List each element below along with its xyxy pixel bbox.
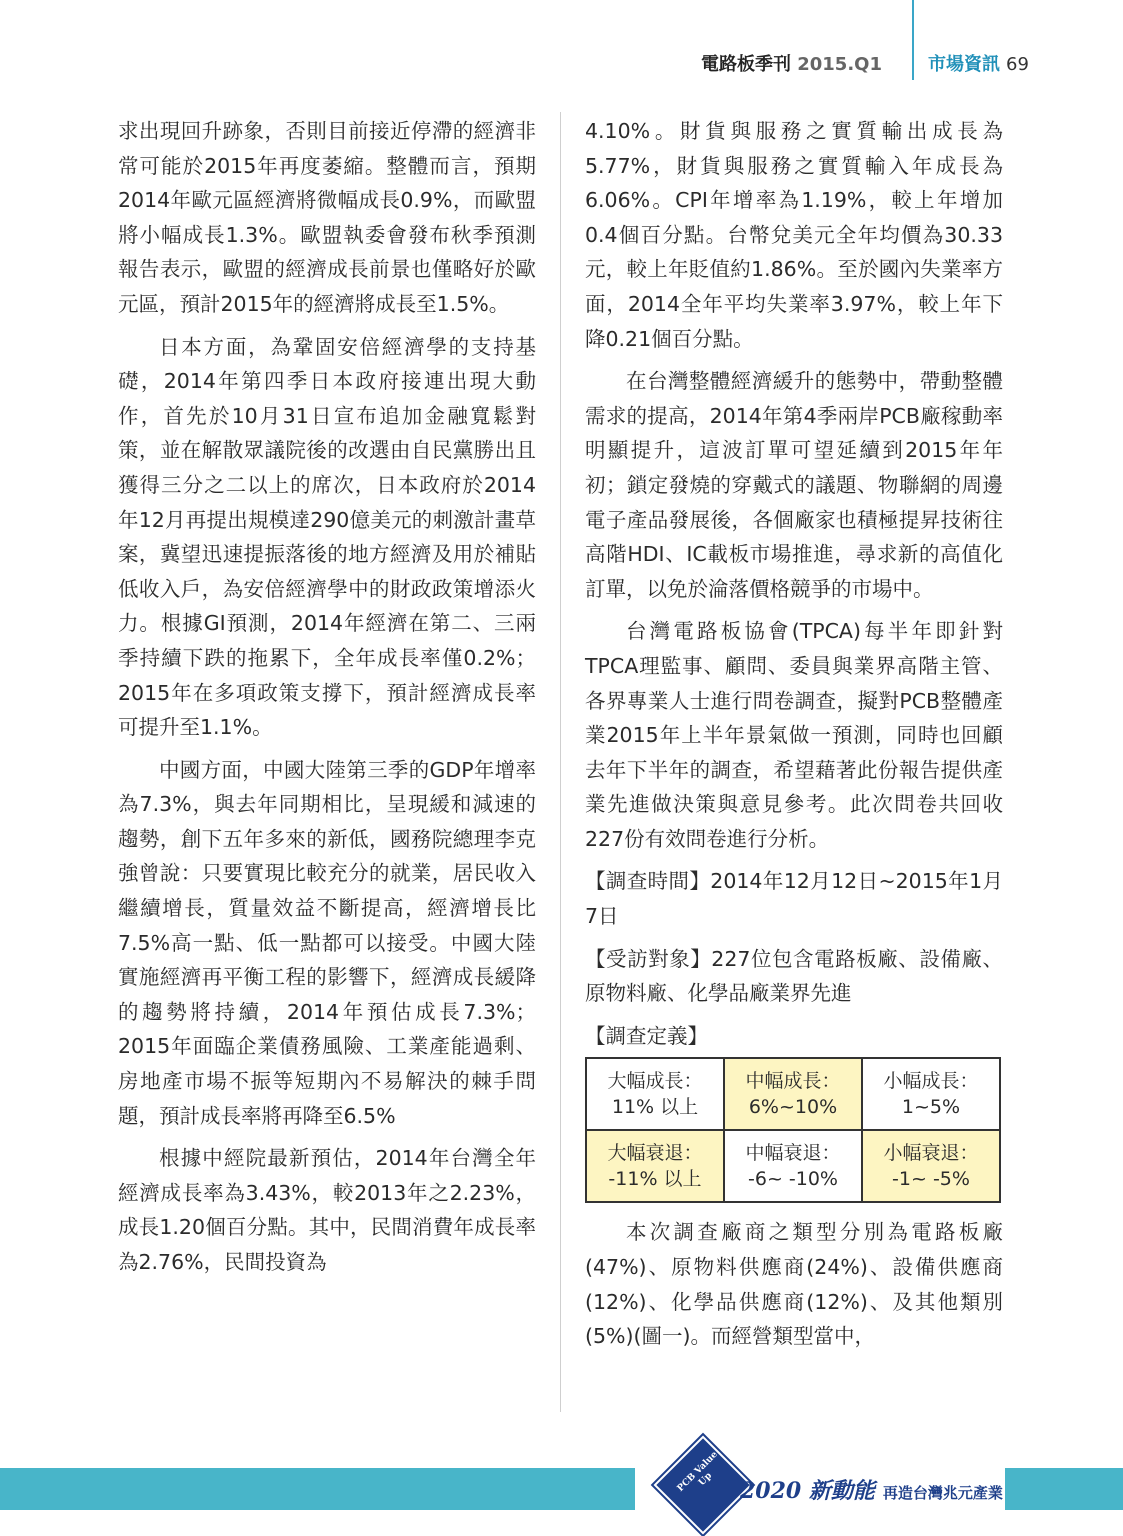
table-cell: [724, 1058, 862, 1130]
cell-label: 大幅成長：: [607, 1070, 703, 1093]
cell-label: 小幅衰退：: [883, 1142, 979, 1165]
section-title: [928, 50, 1029, 76]
definition-table: [585, 1057, 1001, 1203]
table-cell: [586, 1058, 724, 1130]
table-cell: [862, 1058, 1000, 1130]
section-name: 市場資訊: [928, 54, 1000, 75]
journal-title: [701, 50, 882, 76]
journal-name: 電路板季刊: [700, 54, 791, 75]
cell-value: -1~ -5%: [892, 1168, 970, 1191]
cell-value: -6~ -10%: [748, 1168, 838, 1191]
slogan-sub: 再造台灣兆元產業: [882, 1484, 1003, 1502]
cell-value: 6%~10%: [748, 1096, 838, 1119]
badge-text: PCB Value Up: [675, 1449, 720, 1494]
cell-label: 大幅衰退：: [607, 1142, 703, 1165]
paragraph: 本次調查廠商之類型分別為電路板廠(47%)、原物料供應商(24%)、設備供應商(12%)、化學品供應商(12%)、及其他類別(5%)(圖一)。而經營類型當中，: [585, 1220, 1003, 1349]
paragraph: 根據中經院最新預估，2014年台灣全年經濟成長率為3.43%，較2013年之2.23%，成長1.20個百分點。其中，民間消費年成長率為2.76%，民間投資為: [118, 1146, 536, 1274]
cell-value: 1~5%: [901, 1096, 961, 1119]
paragraph: 4.10%。財貨與服務之實質輸出成長為5.77%，財貨與服務之實質輸入年成長為6.06%。CPI年增率為1.19%，較上年增加0.4個百分點。台幣兌美元全年均價為30.33元，較上年貶值約1.86%。至於國內失業率方面，2014全年平均失業率3.97%，較上年下降0.21個百分點。: [585, 119, 1003, 351]
paragraph: 在台灣整體經濟緩升的態勢中，帶動整體需求的提高，2014年第4季兩岸PCB廠稼動率明顯提升，這波訂單可望延續到2015年年初；鎖定發燒的穿戴式的議題、物聯網的周邊電子產品發展後，各個廠家也積極提昇技術往高階HDI、IC載板市場推進，尋求新的高值化訂單，以免於淪落價格競爭的市場中。: [585, 369, 1003, 601]
header-divider: [912, 0, 914, 80]
cell-label: 中幅成長：: [745, 1070, 841, 1093]
column-divider: [560, 112, 561, 1412]
paragraph: 台灣電路板協會(TPCA)每半年即針對TPCA理監事、顧問、委員與業界高階主管、各界專業人士進行問卷調查，擬對PCB整體產業2015年上半年景氣做一預測，同時也回顧去年下半年的調查，希望藉著此份報告提供產業先進做決策與意見參考。此次問卷共回收227份有效問卷進行分析。: [585, 619, 1003, 851]
cell-label: 中幅衰退：: [745, 1142, 841, 1165]
table-cell: [586, 1130, 724, 1202]
left-column: [118, 114, 536, 1288]
survey-time: 【調查時間】2014年12月12日~2015年1月7日: [585, 869, 1003, 929]
paragraph: 求出現回升跡象，否則目前接近停滯的經濟非常可能於2015年再度萎縮。整體而言，預期2014年歐元區經濟將微幅成長0.9%，而歐盟將小幅成長1.3%。歐盟執委會發布秋季預測報告表示，歐盟的經濟成長前景也僅略好於歐元區，預計2015年的經濟將成長至1.5%。: [118, 119, 536, 316]
table-row: [586, 1130, 1000, 1202]
running-header: [700, 44, 1100, 78]
page-number: 69: [1006, 54, 1029, 75]
cell-value: 11% 以上: [611, 1096, 699, 1119]
table-row: [586, 1058, 1000, 1130]
survey-definition-heading: 【調查定義】: [585, 1023, 708, 1048]
footer-slogan: [740, 1474, 1003, 1505]
right-column: [585, 114, 1003, 1362]
paragraph: 日本方面，為鞏固安倍經濟學的支持基礎，2014年第四季日本政府接連出現大動作，首先於10月31日宣布追加金融寬鬆對策，並在解散眾議院後的改選由自民黨勝出且獲得三分之二以上的席次，日本政府於2014年12月再提出規模達290億美元的刺激計畫草案，冀望迅速提振落後的地方經濟及用於補貼低收入戶，為安倍經濟學中的財政政策增添火力。根據GI預測，2014年經濟在第二、三兩季持續下跌的拖累下，全年成長率僅0.2%；2015年在多項政策支撐下，預計經濟成長率可提升至1.1%。: [118, 334, 536, 740]
survey-target: 【受訪對象】227位包含電路板廠、設備廠、原物料廠、化學品廠業界先進: [585, 946, 1003, 1006]
paragraph: 中國方面，中國大陸第三季的GDP年增率為7.3%，與去年同期相比，呈現緩和減速的趨勢，創下五年多來的新低，國務院總理李克強曾說：只要實現比較充分的就業，居民收入繼續增長，質量效益不斷提高，經濟增長比7.5%高一點、低一點都可以接受。中國大陸實施經濟再平衡工程的影響下，經濟成長緩降的趨勢將持續，2014年預估成長7.3%；2015年面臨企業債務風險、工業產能過剩、房地產市場不振等短期內不易解決的棘手問題，預計成長率將再降至6.5%: [118, 757, 536, 1128]
slogan-main: 2020 新動能: [740, 1478, 875, 1504]
table-cell: [862, 1130, 1000, 1202]
journal-issue: 2015.Q1: [797, 54, 882, 75]
cell-label: 小幅成長：: [883, 1070, 979, 1093]
cell-value: -11% 以上: [608, 1168, 702, 1191]
table-cell: [724, 1130, 862, 1202]
